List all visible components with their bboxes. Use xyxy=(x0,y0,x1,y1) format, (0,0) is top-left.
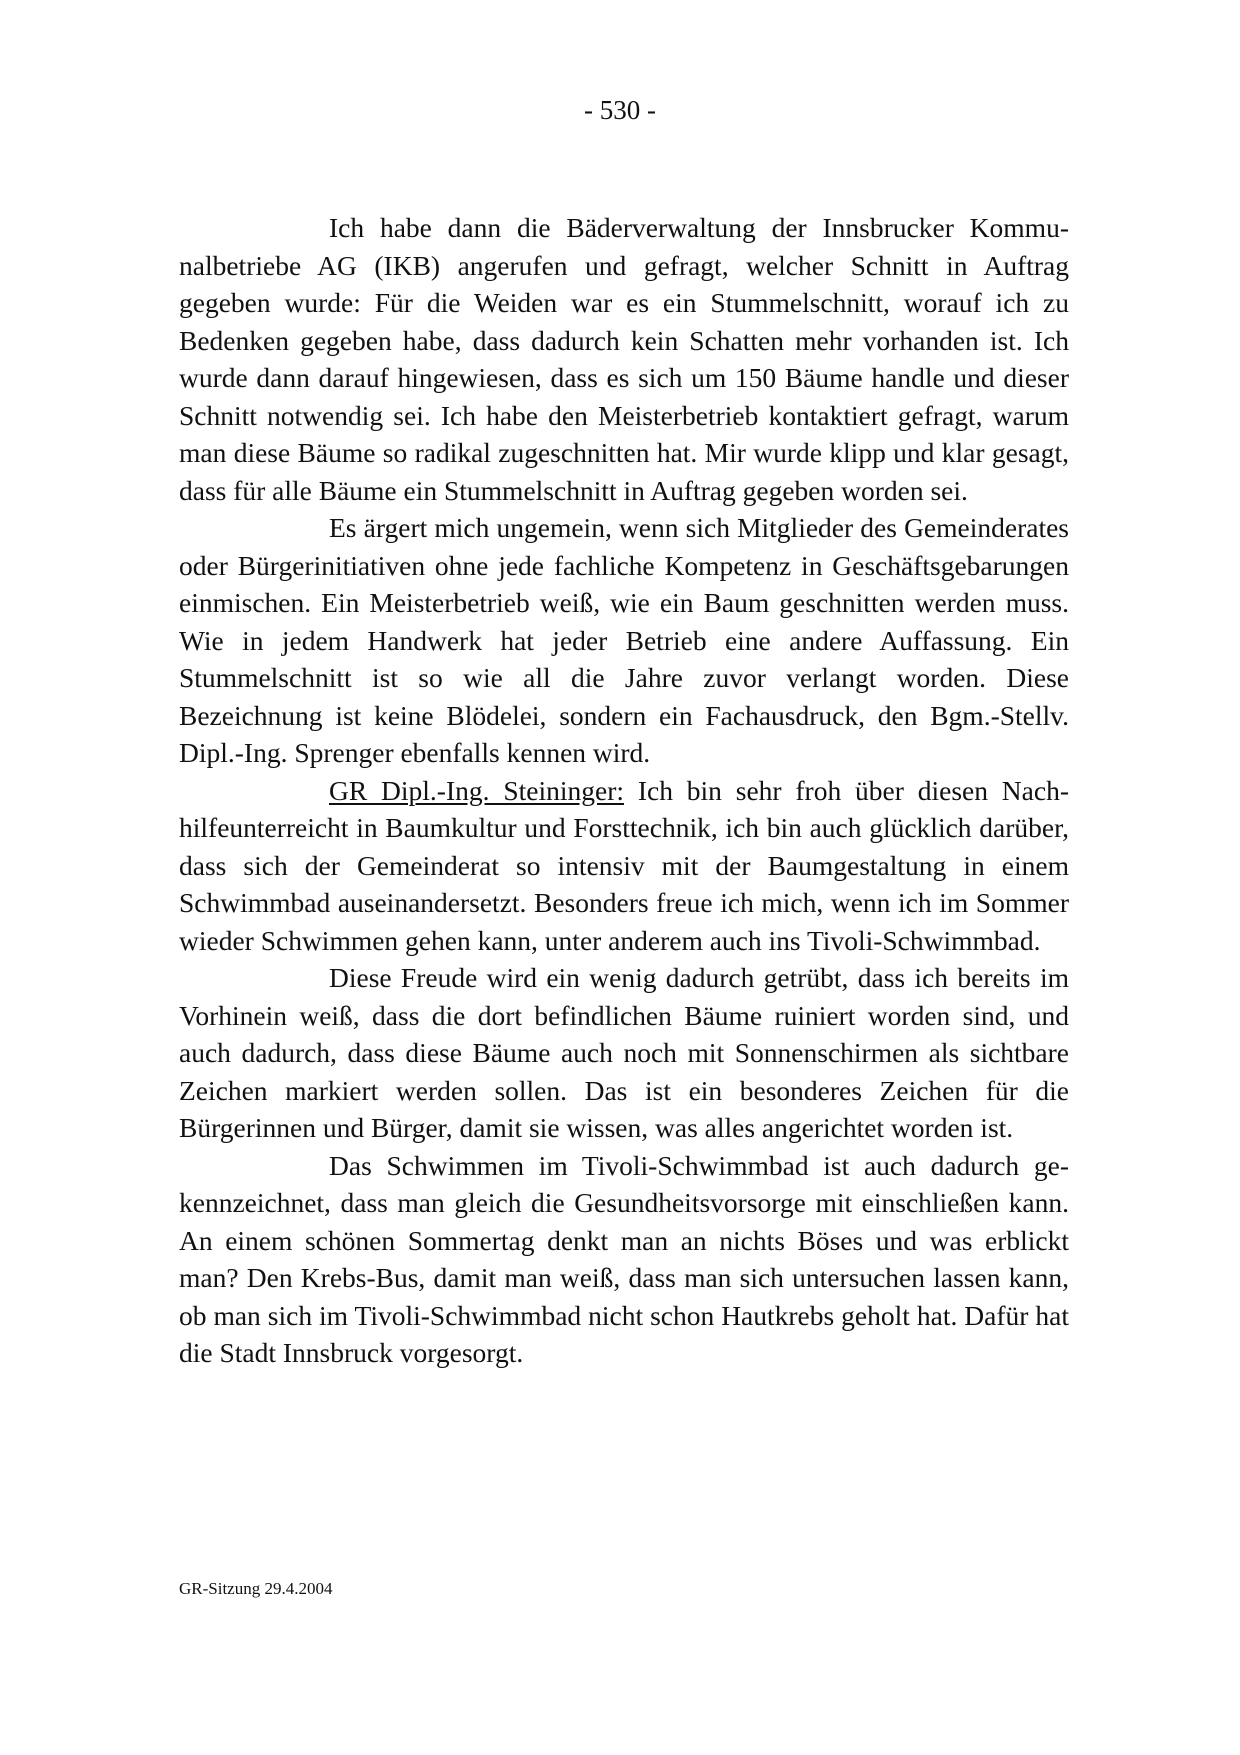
footer-session-date: GR-Sitzung 29.4.2004 xyxy=(179,1579,333,1598)
paragraph-4: Diese Freude wird ein wenig dadurch getrübt, dass ich bereits im Vorhinein weiß, dass die dort befindlichen Bäume ruiniert worden sind, und auch dadurch, dass diese Bäume auch noch mit Sonnenschirmen als sichtbare Zeichen markiert werden sollen. Das ist ein besonderes Zeichen für die Bürgerinnen und Bürger, damit sie wissen, was alles angerichtet worden ist. xyxy=(179,962,1069,1143)
paragraph-3-text: Ich bin sehr froh über diesen Nachhilfeunterreicht in Baumkultur und Forsttechnik, ich bin auch glücklich darüber, dass sich der Gemeinderat so intensiv mit der Baumgestaltung in einem Schwimmbad auseinandersetzt. Besonders freue ich mich, wenn ich im Sommer wieder Schwimmen gehen kann, unter anderem auch ins Tivoli-Schwimmbad. xyxy=(179,774,1069,956)
page-number: - 530 - xyxy=(584,95,656,125)
paragraph-2: Es ärgert mich ungemein, wenn sich Mitglieder des Gemeinderates oder Bürgerinitiativen ohne jede fachliche Kompetenz in Geschäftsgebarungen einmischen. Ein Meisterbetrieb weiß, wie ein Baum geschnitten werden muss. Wie in jedem Handwerk hat jeder Betrieb eine andere Auffassung. Ein Stummelschnitt ist so wie all die Jahre zuvor verlangt worden. Diese Bezeichnung ist keine Blödelei, sondern ein Fachausdruck, den Bgm.-Stellv. Dipl.-Ing. Sprenger ebenfalls kennen wird. xyxy=(179,512,1069,768)
document-body xyxy=(179,209,1069,1372)
paragraph-1: Ich habe dann die Bäderverwaltung der Innsbrucker Kommunalbetriebe AG (IKB) angerufen und gefragt, welcher Schnitt in Auftrag gegeben wurde: Für die Weiden war es ein Stummelschnitt, worauf ich zu Bedenken gegeben habe, dass dadurch kein Schatten mehr vorhanden ist. Ich wurde dann darauf hingewiesen, dass es sich um 150 Bäume handle und dieser Schnitt notwendig sei. Ich habe den Meisterbetrieb kontaktiert gefragt, warum man diese Bäume so radikal zugeschnitten hat. Mir wurde klipp und klar gesagt, dass für alle Bäume ein Stummelschnitt in Auftrag gegeben worden sei. xyxy=(179,212,1069,506)
paragraph-5: Das Schwimmen im Tivoli-Schwimmbad ist auch dadurch gekennzeichnet, dass man gleich die Gesundheitsvorsorge mit einschließen kann. An einem schönen Sommertag denkt man an nichts Böses und was erblickt man? Den Krebs-Bus, damit man weiß, dass man sich untersuchen lassen kann, ob man sich im Tivoli-Schwimmbad nicht schon Hautkrebs geholt hat. Dafür hat die Stadt Innsbruck vorgesorgt. xyxy=(179,1149,1069,1368)
paragraph-3 xyxy=(179,772,1069,960)
speaker-name: GR Dipl.-Ing. Steininger: xyxy=(329,774,624,806)
